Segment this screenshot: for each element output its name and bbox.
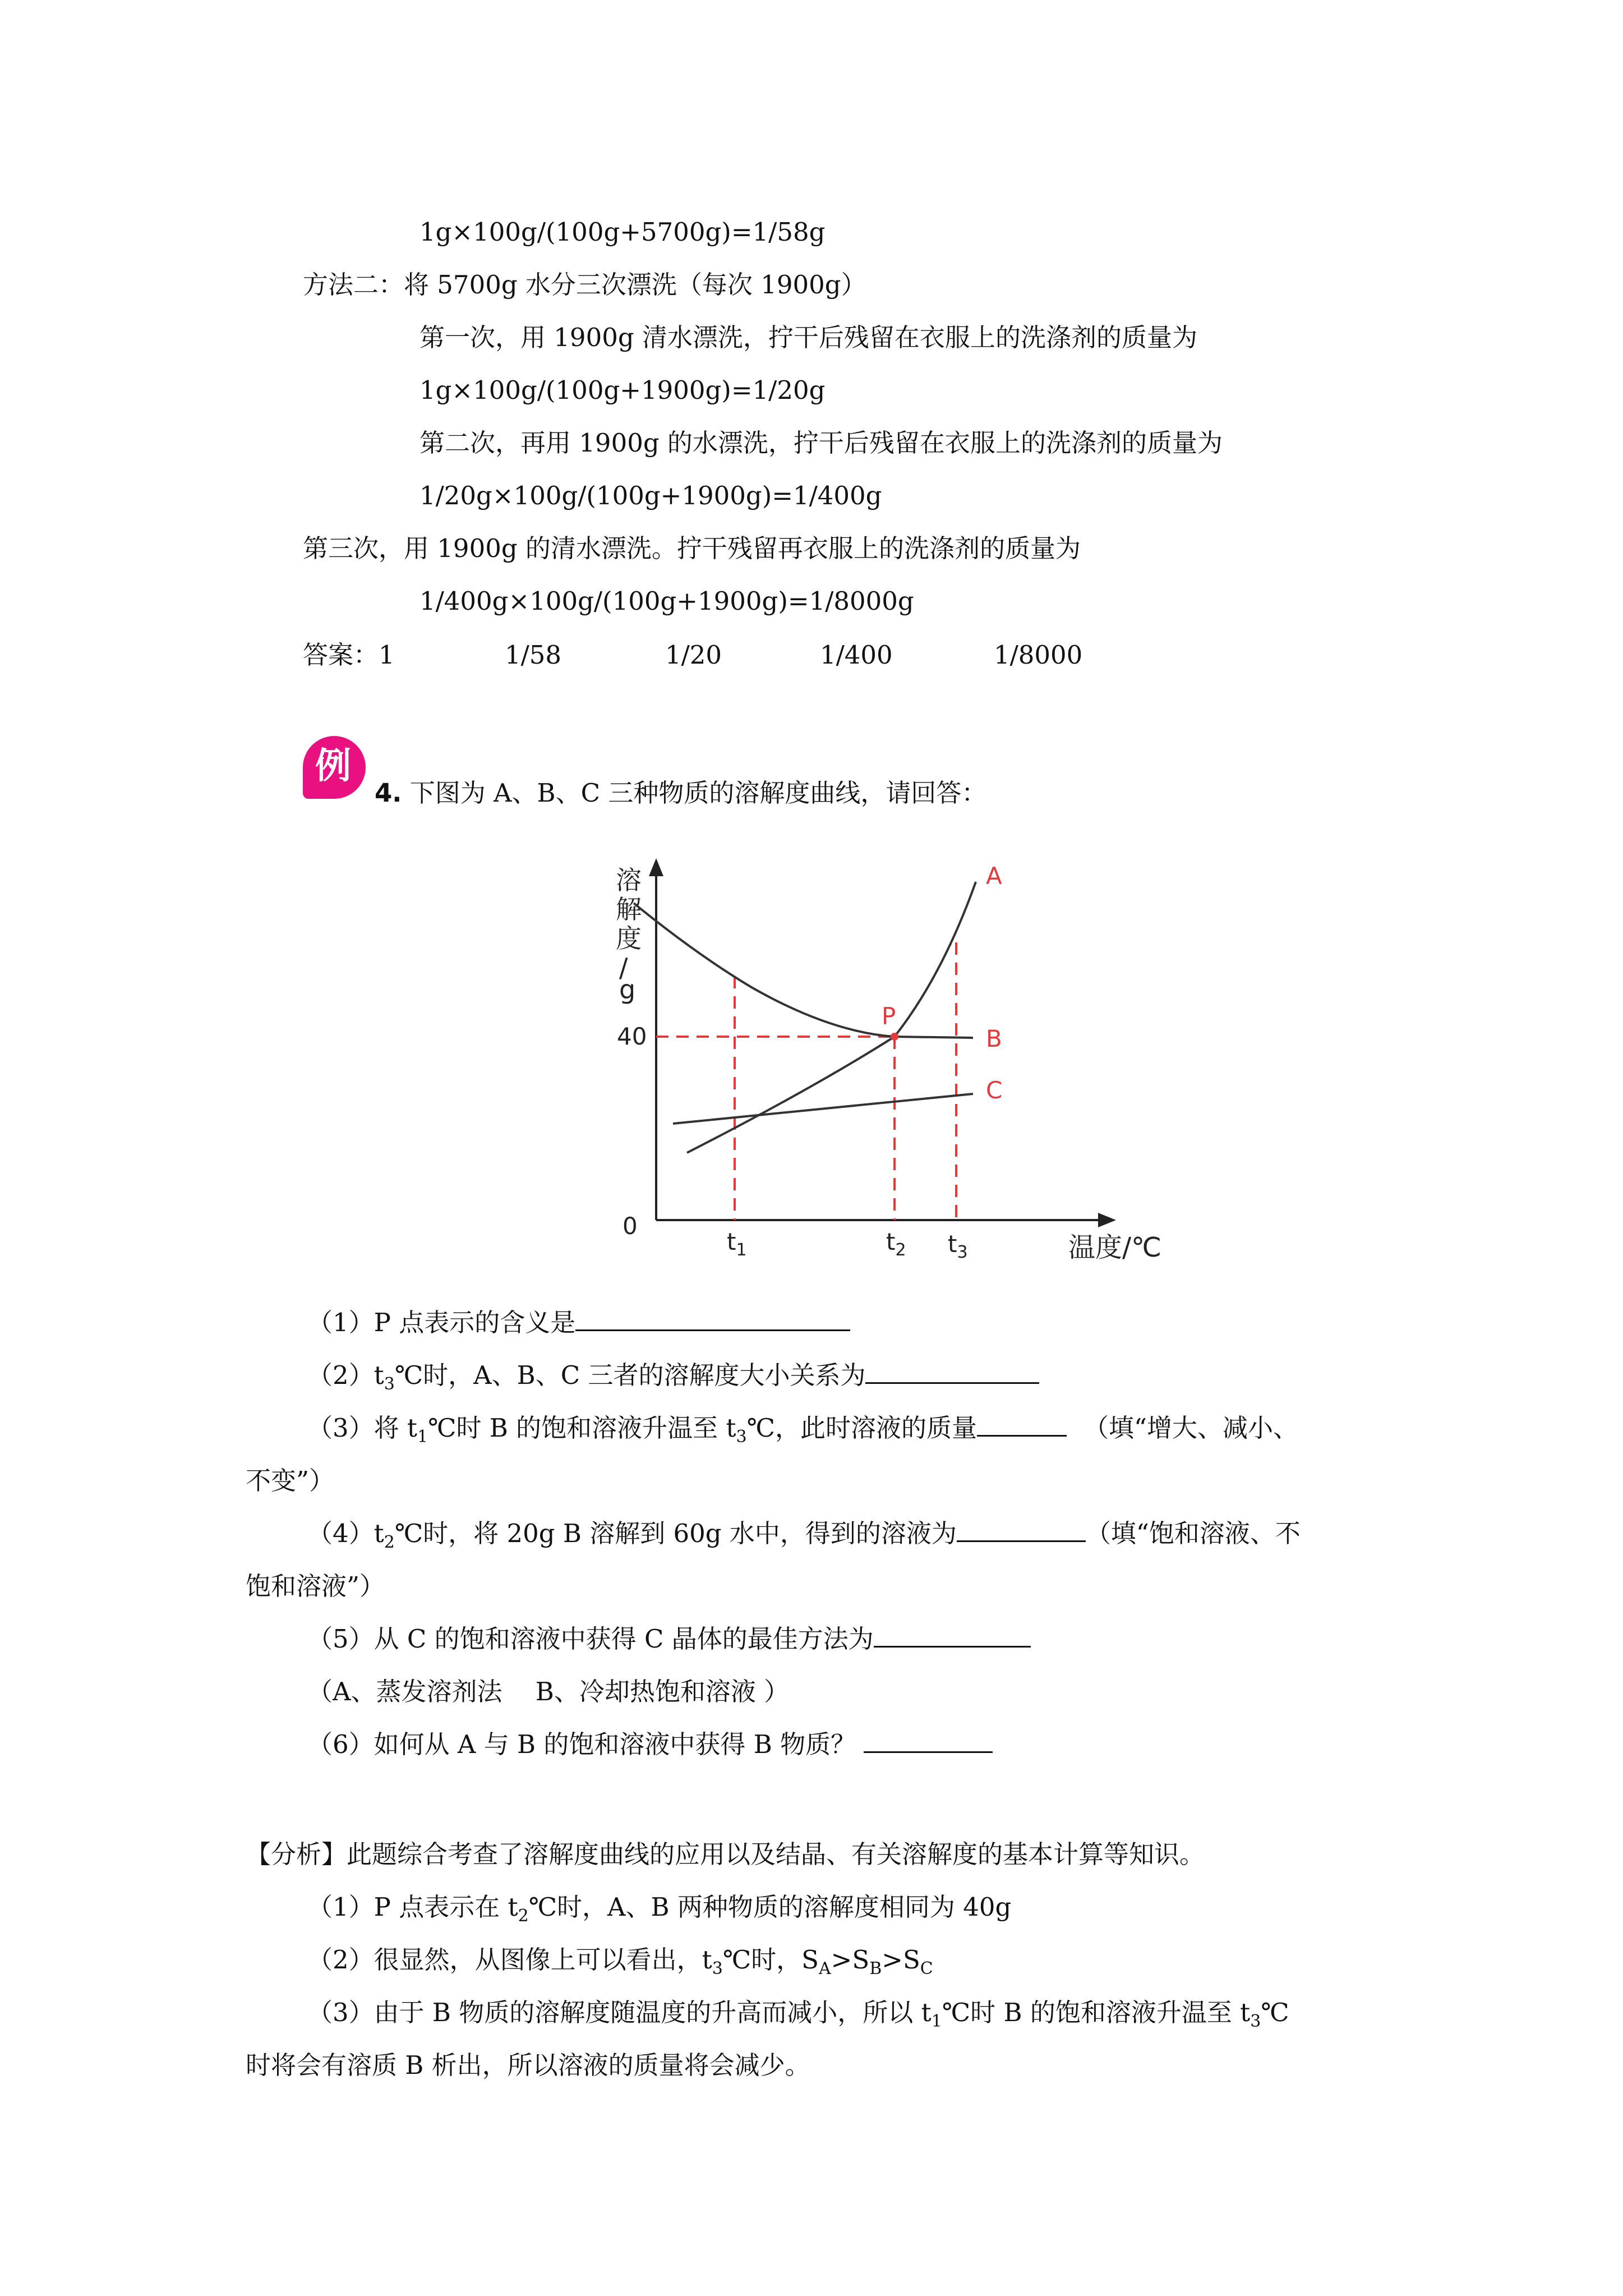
subscript: 1 [417, 1427, 428, 1447]
analysis-heading: 【分析】此题综合考查了溶解度曲线的应用以及结晶、有关溶解度的基本计算等知识。 [246, 1839, 1205, 1869]
question-4-cont: 饱和溶液”） [246, 1571, 385, 1601]
question-text: ℃时 B 的饱和溶液升温至 t [428, 1413, 736, 1443]
question-5-options: （A、蒸发溶剂法 B、冷却热饱和溶液 ） [307, 1677, 790, 1706]
subscript: C [920, 1959, 933, 1978]
analysis-text: ℃时 B 的饱和溶液升温至 t [942, 1998, 1251, 2027]
point-p-label: P [882, 1002, 896, 1030]
analysis-text: （3）由于 B 物质的溶解度随温度的升高而减小，所以 t [307, 1998, 932, 2027]
answer-value: 1/20 [665, 640, 722, 670]
question-text: （4）t [307, 1519, 384, 1548]
question-text: （填“饱和溶液、不 [1085, 1519, 1301, 1548]
question-text: ℃，此时溶液的质量 [746, 1413, 977, 1443]
formula-line: 1g×100g/(100g+5700g)=1/58g [419, 217, 826, 247]
answer-blank[interactable] [864, 1729, 993, 1753]
analysis-text: （2）很显然，从图像上可以看出，t [307, 1945, 712, 1975]
analysis-point-3 [307, 1997, 1289, 2037]
question-3-cont: 不变”） [246, 1466, 335, 1496]
answer-blank[interactable] [575, 1307, 850, 1331]
question-text: （2）t [307, 1360, 384, 1390]
answer-label: 答案：1 [303, 640, 395, 670]
subscript: A [818, 1959, 831, 1978]
question-text: （3）将 t [307, 1413, 418, 1443]
answer-value: 1/58 [505, 640, 562, 670]
y-tick-40: 40 [617, 1023, 647, 1050]
question-6 [307, 1729, 993, 1760]
question-text: （填“增大、减小、 [1083, 1413, 1298, 1443]
ylabel-char: 度 [616, 923, 642, 954]
question-text: ℃时，将 20g B 溶解到 60g 水中，得到的溶液为 [394, 1519, 957, 1548]
subscript: 3 [1250, 2012, 1261, 2031]
answer-blank[interactable] [957, 1518, 1086, 1542]
point-p [891, 1033, 898, 1041]
second-rinse-line: 第二次，再用 1900g 的水漂洗，拧干后残留在衣服上的洗涤剂的质量为 [419, 428, 1223, 458]
answer-blank[interactable] [977, 1412, 1067, 1437]
third-rinse-line: 第三次，用 1900g 的清水漂洗。拧干残留再衣服上的洗涤剂的质量为 [303, 533, 1081, 563]
question-text: （5）从 C 的饱和溶液中获得 C 晶体的最佳方法为 [307, 1624, 874, 1654]
subscript: B [869, 1959, 882, 1978]
x-tick-t1: $t_1$ [727, 1228, 747, 1260]
guide-lines [656, 942, 956, 1220]
subscript: 3 [384, 1374, 395, 1394]
x-axis-label: 温度/℃ [1068, 1232, 1162, 1263]
question-text: ℃时，A、B、C 三者的溶解度大小关系为 [394, 1360, 866, 1390]
subscript: 3 [736, 1427, 747, 1447]
analysis-text: ℃时，A、B 两种物质的溶解度相同为 40g [528, 1892, 1012, 1922]
analysis-text: ℃ [1261, 1998, 1289, 2027]
ylabel-char: / [619, 953, 628, 983]
analysis-point-3-cont: 时将会有溶质 B 析出，所以溶液的质量将会减少。 [246, 2050, 810, 2080]
curve-c-label: C [986, 1076, 1003, 1104]
curve-b [634, 903, 973, 1038]
question-4 [307, 1518, 1301, 1558]
example-prompt-text: 下图为 A、B、C 三种物质的溶解度曲线，请回答： [409, 778, 987, 808]
question-2 [307, 1360, 1039, 1400]
question-1 [307, 1307, 850, 1338]
ylabel-char: 解 [616, 894, 642, 924]
y-axis-arrow-icon [649, 858, 663, 876]
curve-a-label: A [986, 862, 1002, 890]
example-badge-icon [303, 736, 366, 799]
formula-line: 1g×100g/(100g+1900g)=1/20g [419, 375, 826, 405]
formula-line: 1/20g×100g/(100g+1900g)=1/400g [419, 481, 882, 510]
subscript: 2 [518, 1906, 529, 1926]
subscript: 1 [931, 2012, 942, 2031]
answer-blank[interactable] [865, 1360, 1039, 1384]
curve-a [687, 882, 976, 1153]
solubility-chart [594, 847, 1189, 1273]
question-5 [307, 1623, 1031, 1655]
formula-line: 1/400g×100g/(100g+1900g)=1/8000g [419, 586, 914, 616]
answer-value: 1/400 [820, 640, 893, 670]
analysis-text: ℃时，S [722, 1945, 819, 1975]
example-prompt [375, 777, 986, 809]
answer-value: 1/8000 [994, 640, 1083, 670]
x-axis-arrow-icon [1098, 1213, 1116, 1227]
method-two-line: 方法二：将 5700g 水分三次漂洗（每次 1900g） [303, 270, 866, 300]
curve-c [673, 1094, 973, 1124]
example-number: 4. [375, 778, 402, 808]
ylabel-char: 溶 [616, 865, 642, 895]
analysis-point-1 [307, 1892, 1011, 1932]
answer-blank[interactable] [874, 1623, 1031, 1648]
curve-b-label: B [986, 1025, 1002, 1052]
origin-label: 0 [623, 1212, 638, 1240]
x-tick-t3: $t_3$ [948, 1230, 968, 1262]
subscript: 2 [384, 1533, 395, 1552]
subscript: 3 [712, 1959, 723, 1978]
question-text: （1）P 点表示的含义是 [307, 1308, 576, 1337]
analysis-text: （1）P 点表示在 t [307, 1892, 518, 1922]
analysis-text: >S [882, 1945, 920, 1975]
question-text: （6）如何从 A 与 B 的饱和溶液中获得 B 物质？ [307, 1729, 856, 1759]
analysis-point-2 [307, 1944, 933, 1985]
first-rinse-line: 第一次，用 1900g 清水漂洗，拧干后残留在衣服上的洗涤剂的质量为 [419, 323, 1197, 352]
x-tick-t2: $t_2$ [886, 1228, 906, 1260]
example-badge-label: 例 [315, 746, 351, 787]
ylabel-char: g [619, 974, 636, 1005]
question-3 [307, 1412, 1298, 1453]
analysis-text: >S [831, 1945, 870, 1975]
